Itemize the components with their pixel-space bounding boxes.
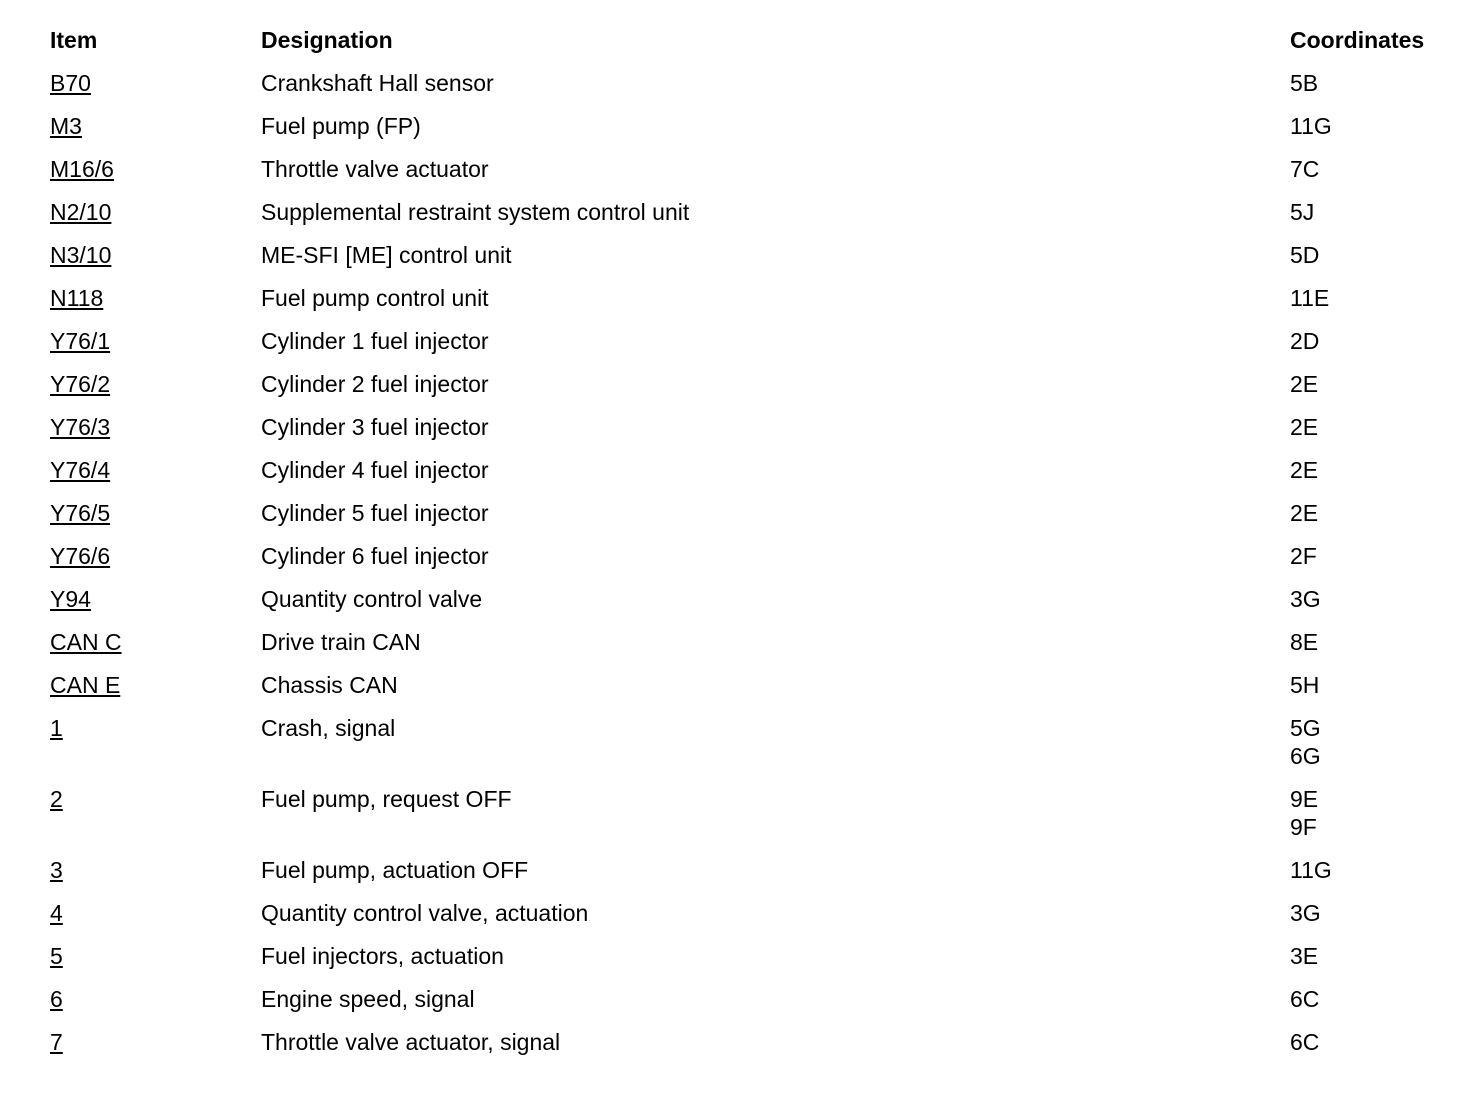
designation-text: Cylinder 5 fuel injector	[261, 500, 489, 526]
item-column-header-cell	[50, 26, 261, 54]
coordinates-cell	[1290, 198, 1450, 226]
item-cell	[50, 985, 261, 1013]
designation-text: Cylinder 2 fuel injector	[261, 371, 489, 397]
item-link[interactable]: 4	[50, 900, 63, 926]
table-row	[50, 671, 1450, 714]
designation-cell	[261, 69, 1290, 97]
table-row	[50, 1028, 1450, 1071]
coordinates-cell	[1290, 542, 1450, 570]
coordinates-cell	[1290, 499, 1450, 527]
coordinate-text: 8E	[1290, 629, 1319, 655]
table-row	[50, 542, 1450, 585]
table-row	[50, 714, 1450, 785]
coordinate-text: 11E	[1290, 285, 1330, 311]
table-row	[50, 942, 1450, 985]
coordinate-text: 3E	[1290, 943, 1319, 969]
item-link[interactable]: 6	[50, 986, 63, 1012]
designation-cell	[261, 198, 1290, 226]
legend-table	[50, 26, 1450, 1071]
item-link[interactable]: CAN E	[50, 672, 121, 698]
coordinates-cell	[1290, 856, 1450, 884]
item-cell	[50, 856, 261, 884]
coordinate-text: 6C	[1290, 1029, 1320, 1055]
coordinates-cell	[1290, 413, 1450, 441]
coordinate-text: 11G	[1290, 113, 1332, 139]
coordinates-cell	[1290, 899, 1450, 927]
item-link[interactable]: 7	[50, 1029, 63, 1055]
designation-text: Throttle valve actuator	[261, 156, 489, 182]
coordinate-text: 2E	[1290, 457, 1319, 483]
coordinate-text: 2E	[1290, 414, 1319, 440]
table-row	[50, 370, 1450, 413]
table-row	[50, 585, 1450, 628]
item-cell	[50, 628, 261, 656]
item-cell	[50, 785, 261, 813]
coordinate-text: 5G	[1290, 715, 1321, 741]
item-cell	[50, 69, 261, 97]
item-cell	[50, 1028, 261, 1056]
coordinates-cell	[1290, 155, 1450, 183]
item-link[interactable]: 3	[50, 857, 63, 883]
designation-cell	[261, 899, 1290, 927]
coordinate-text: 3G	[1290, 900, 1321, 926]
item-cell	[50, 942, 261, 970]
item-link[interactable]: Y76/3	[50, 414, 111, 440]
coordinates-cell	[1290, 714, 1450, 770]
coordinate-text: 3G	[1290, 586, 1321, 612]
coordinates-cell	[1290, 284, 1450, 312]
designation-cell	[261, 714, 1290, 742]
coordinate-text: 5D	[1290, 242, 1320, 268]
table-row	[50, 241, 1450, 284]
coordinate-text: 2D	[1290, 328, 1320, 354]
item-cell	[50, 671, 261, 699]
item-link[interactable]: 2	[50, 786, 63, 812]
designation-text: Quantity control valve	[261, 586, 483, 612]
coordinate-text: 5H	[1290, 672, 1320, 698]
item-cell	[50, 241, 261, 269]
designation-cell	[261, 542, 1290, 570]
designation-cell	[261, 1028, 1290, 1056]
designation-cell	[261, 499, 1290, 527]
coordinates-cell	[1290, 69, 1450, 97]
item-cell	[50, 198, 261, 226]
item-link[interactable]: CAN C	[50, 629, 122, 655]
designation-text: Cylinder 6 fuel injector	[261, 543, 489, 569]
coordinates-cell	[1290, 327, 1450, 355]
designation-cell	[261, 112, 1290, 140]
designation-cell	[261, 942, 1290, 970]
coordinates-cell	[1290, 1028, 1450, 1056]
designation-cell	[261, 456, 1290, 484]
table-row	[50, 327, 1450, 370]
designation-text: ME-SFI [ME] control unit	[261, 242, 512, 268]
designation-text: Quantity control valve, actuation	[261, 900, 589, 926]
coordinate-text: 2E	[1290, 500, 1319, 526]
header-row	[50, 26, 1450, 69]
designation-text: Fuel pump, request OFF	[261, 786, 512, 812]
item-cell	[50, 456, 261, 484]
table-row	[50, 413, 1450, 456]
item-cell	[50, 542, 261, 570]
designation-column-header: Designation	[261, 27, 393, 53]
coordinates-cell	[1290, 942, 1450, 970]
designation-text: Cylinder 1 fuel injector	[261, 328, 489, 354]
coordinates-cell	[1290, 370, 1450, 398]
designation-text: Fuel pump (FP)	[261, 113, 421, 139]
designation-text: Drive train CAN	[261, 629, 421, 655]
coordinates-column-header-cell	[1290, 26, 1450, 54]
coordinate-text: 11G	[1290, 857, 1332, 883]
item-cell	[50, 413, 261, 441]
designation-cell	[261, 856, 1290, 884]
designation-cell	[261, 370, 1290, 398]
item-cell	[50, 899, 261, 927]
designation-text: Crash, signal	[261, 715, 396, 741]
designation-cell	[261, 413, 1290, 441]
item-link[interactable]: Y76/6	[50, 543, 111, 569]
designation-cell	[261, 628, 1290, 656]
coordinates-cell	[1290, 456, 1450, 484]
coordinates-cell	[1290, 628, 1450, 656]
table-row	[50, 985, 1450, 1028]
coordinates-cell	[1290, 985, 1450, 1013]
coordinates-cell	[1290, 671, 1450, 699]
coordinate-text: 5J	[1290, 199, 1315, 225]
table-row	[50, 628, 1450, 671]
table-row	[50, 785, 1450, 856]
coordinates-cell	[1290, 112, 1450, 140]
table-row	[50, 198, 1450, 241]
table-row	[50, 499, 1450, 542]
designation-cell	[261, 327, 1290, 355]
item-link[interactable]: N2/10	[50, 199, 112, 225]
table-row	[50, 284, 1450, 327]
coordinate-text: 9E	[1290, 786, 1319, 812]
item-cell	[50, 155, 261, 183]
item-cell	[50, 585, 261, 613]
designation-cell	[261, 284, 1290, 312]
coordinates-cell	[1290, 785, 1450, 841]
coordinates-column-header: Coordinates	[1290, 27, 1425, 53]
table-row	[50, 112, 1450, 155]
designation-cell	[261, 671, 1290, 699]
designation-cell	[261, 785, 1290, 813]
designation-text: Engine speed, signal	[261, 986, 475, 1012]
table-row	[50, 155, 1450, 198]
designation-text: Supplemental restraint system control unit	[261, 199, 690, 225]
item-link[interactable]: M16/6	[50, 156, 114, 182]
designation-cell	[261, 985, 1290, 1013]
designation-cell	[261, 241, 1290, 269]
designation-cell	[261, 155, 1290, 183]
designation-text: Cylinder 3 fuel injector	[261, 414, 489, 440]
item-link[interactable]: N3/10	[50, 242, 112, 268]
item-column-header: Item	[50, 27, 98, 53]
designation-text: Crankshaft Hall sensor	[261, 70, 494, 96]
item-link[interactable]: B70	[50, 70, 91, 96]
designation-text: Cylinder 4 fuel injector	[261, 457, 489, 483]
coordinates-cell	[1290, 241, 1450, 269]
item-link[interactable]: 1	[50, 715, 63, 741]
coordinate-text: 6C	[1290, 986, 1320, 1012]
designation-text: Chassis CAN	[261, 672, 398, 698]
designation-text: Fuel pump, actuation OFF	[261, 857, 529, 883]
coordinate-text: 6G	[1290, 743, 1321, 769]
table-row	[50, 856, 1450, 899]
coordinate-text: 2F	[1290, 543, 1317, 569]
coordinate-text: 9F	[1290, 814, 1317, 840]
designation-text: Throttle valve actuator, signal	[261, 1029, 561, 1055]
item-cell	[50, 370, 261, 398]
item-cell	[50, 327, 261, 355]
designation-text: Fuel pump control unit	[261, 285, 489, 311]
item-link[interactable]: Y76/5	[50, 500, 111, 526]
item-link[interactable]: Y76/4	[50, 457, 111, 483]
item-link[interactable]: M3	[50, 113, 82, 139]
table-row	[50, 899, 1450, 942]
coordinate-text: 7C	[1290, 156, 1320, 182]
item-link[interactable]: 5	[50, 943, 63, 969]
coordinate-text: 5B	[1290, 70, 1319, 96]
item-link[interactable]: Y76/2	[50, 371, 111, 397]
item-cell	[50, 112, 261, 140]
item-cell	[50, 714, 261, 742]
table-row	[50, 69, 1450, 112]
item-link[interactable]: N118	[50, 285, 104, 311]
designation-column-header-cell	[261, 26, 1290, 54]
coordinates-cell	[1290, 585, 1450, 613]
designation-text: Fuel injectors, actuation	[261, 943, 504, 969]
table-row	[50, 456, 1450, 499]
item-cell	[50, 284, 261, 312]
designation-cell	[261, 585, 1290, 613]
item-cell	[50, 499, 261, 527]
coordinate-text: 2E	[1290, 371, 1319, 397]
item-link[interactable]: Y76/1	[50, 328, 111, 354]
item-link[interactable]: Y94	[50, 586, 91, 612]
